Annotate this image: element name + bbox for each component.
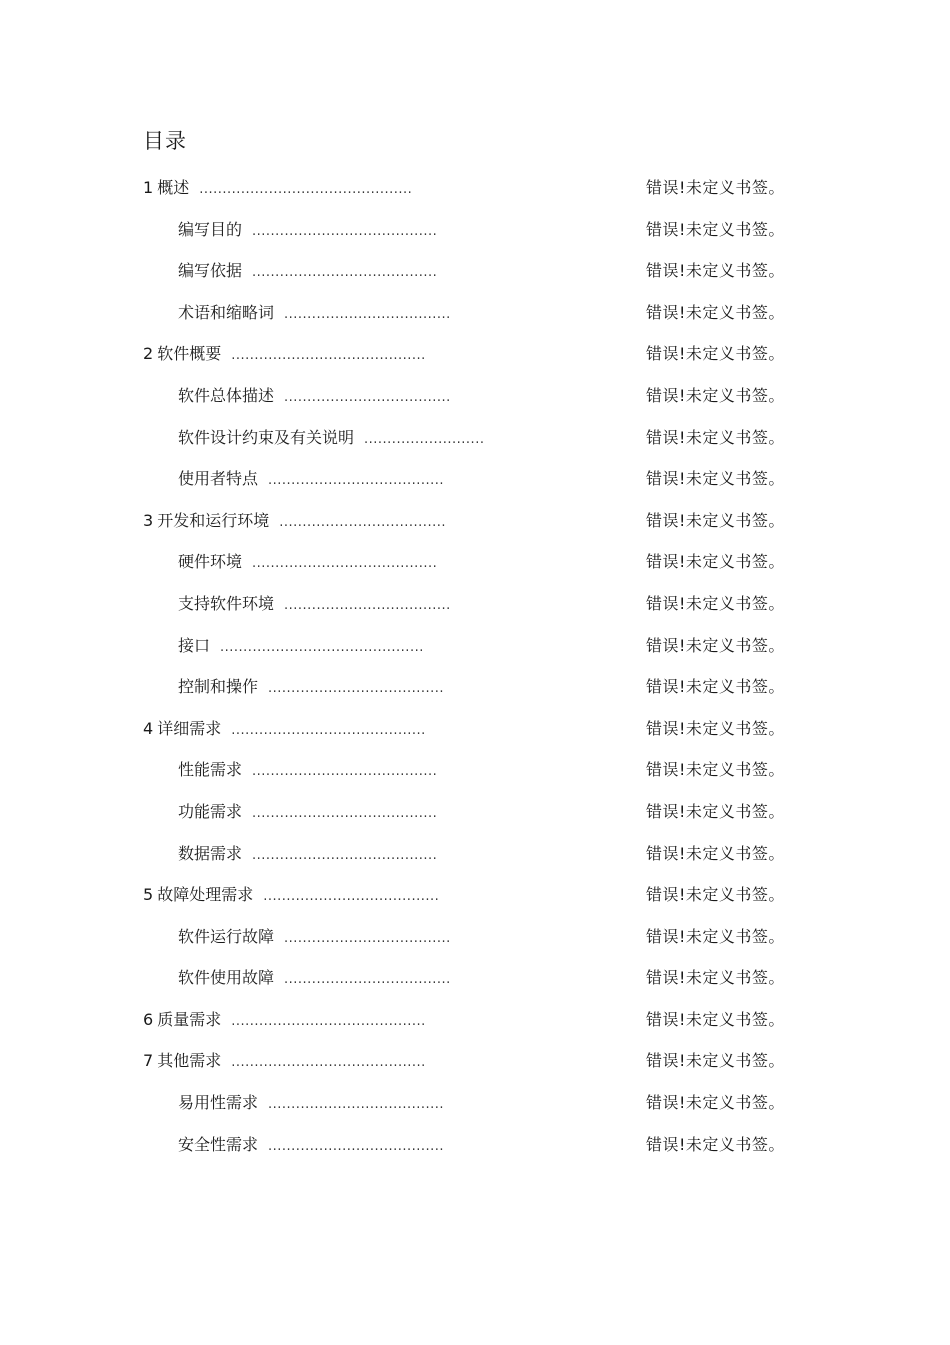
toc-entry-leader: ...................................... (263, 889, 440, 905)
toc-entry[interactable] (0, 834, 950, 876)
toc-entry-text: 软件总体描述 (178, 385, 275, 405)
toc-entry-leader: ............................................ (220, 639, 424, 655)
toc-entry-leader: .......................................... (231, 348, 426, 364)
toc-entry[interactable] (0, 542, 950, 584)
toc-entry[interactable] (0, 626, 950, 668)
toc-entry-leader: ........................................ (252, 556, 438, 572)
toc-entry[interactable] (0, 418, 950, 460)
toc-entry-leader: ........................................ (252, 805, 438, 821)
toc-entry-leader: ........................................ (252, 223, 438, 239)
toc-entry-text: 安全性需求 (178, 1134, 259, 1154)
toc-entry-text: 术语和缩略词 (178, 302, 275, 322)
toc-entry-text: 功能需求 (178, 801, 243, 821)
toc-entry-text: 软件概要 (157, 344, 222, 364)
toc-entry-page-ref: 错误!未定义书签。 (646, 510, 785, 530)
toc-entry-text: 支持软件环境 (178, 593, 275, 613)
toc-entry[interactable] (0, 750, 950, 792)
toc-entry[interactable] (0, 792, 950, 834)
toc-entry[interactable] (0, 293, 950, 335)
toc-entry-page-ref: 错误!未定义书签。 (646, 427, 785, 447)
toc-entry[interactable] (0, 1125, 950, 1167)
toc-entry-page-ref: 错误!未定义书签。 (646, 1009, 785, 1029)
toc-entry-text: 软件设计约束及有关说明 (178, 427, 355, 447)
toc-entry-page-ref: 错误!未定义书签。 (646, 469, 785, 489)
toc-entry-number: 1 (143, 178, 154, 197)
toc-entry-leader: .................................... (284, 930, 451, 946)
toc-entry-leader: ...................................... (268, 681, 445, 697)
toc-entry-page-ref: 错误!未定义书签。 (646, 926, 785, 946)
toc-entry-text: 控制和操作 (178, 677, 259, 697)
toc-entry-leader: ........................................ (252, 265, 438, 281)
toc-entry-text: 概述 (157, 178, 190, 197)
toc-entry-leader: ...................................... (268, 1097, 445, 1113)
toc-entry-number: 5 (143, 885, 154, 905)
toc-entry[interactable] (0, 917, 950, 959)
toc-entry-text: 数据需求 (178, 843, 243, 863)
toc-entry[interactable] (0, 1083, 950, 1125)
toc-entry-text: 软件运行故障 (178, 926, 275, 946)
toc-entry-leader: .......................... (364, 431, 485, 447)
toc-entry-page-ref: 错误!未定义书签。 (646, 1134, 785, 1154)
toc-entry-text: 其他需求 (157, 1051, 222, 1071)
toc-entry-text: 故障处理需求 (157, 885, 254, 905)
toc-entry-page-ref: 错误!未定义书签。 (646, 219, 785, 239)
toc-entry-text: 接口 (178, 635, 211, 655)
toc-entry-page-ref: 错误!未定义书签。 (646, 718, 785, 738)
toc-entry-page-ref: 错误!未定义书签。 (646, 760, 785, 780)
toc-list (0, 168, 950, 1166)
toc-entry-leader: ...................................... (268, 1138, 445, 1154)
toc-entry-page-ref: 错误!未定义书签。 (646, 385, 785, 405)
toc-entry-text: 开发和运行环境 (157, 510, 270, 530)
toc-entry[interactable] (0, 958, 950, 1000)
toc-entry-page-ref: 错误!未定义书签。 (646, 344, 785, 364)
toc-entry-leader: .................................... (279, 514, 446, 530)
toc-entry-page-ref: 错误!未定义书签。 (646, 178, 785, 197)
toc-entry[interactable] (0, 376, 950, 418)
toc-entry-leader: ...................................... (268, 473, 445, 489)
toc-entry-text: 硬件环境 (178, 552, 243, 572)
toc-entry-number: 2 (143, 344, 154, 364)
toc-entry[interactable] (0, 667, 950, 709)
toc-entry-leader: ........................................ (252, 847, 438, 863)
toc-entry-leader: .............................................. (199, 182, 413, 197)
toc-entry-page-ref: 错误!未定义书签。 (646, 1093, 785, 1113)
toc-entry[interactable] (0, 459, 950, 501)
toc-entry-text: 质量需求 (157, 1009, 222, 1029)
toc-entry-leader: .................................... (284, 597, 451, 613)
toc-entry-page-ref: 错误!未定义书签。 (646, 843, 785, 863)
toc-entry[interactable] (0, 584, 950, 626)
toc-entry-text: 性能需求 (178, 760, 243, 780)
toc-entry[interactable] (0, 168, 950, 210)
toc-entry-page-ref: 错误!未定义书签。 (646, 968, 785, 988)
toc-entry-text: 编写目的 (178, 219, 243, 239)
toc-entry[interactable] (0, 709, 950, 751)
toc-entry-number: 4 (143, 718, 154, 738)
toc-entry-text: 详细需求 (157, 718, 222, 738)
toc-entry-page-ref: 错误!未定义书签。 (646, 302, 785, 322)
toc-entry-leader: .......................................... (231, 1013, 426, 1029)
toc-entry-leader: .................................... (284, 972, 451, 988)
toc-entry-number: 7 (143, 1051, 154, 1071)
toc-entry-page-ref: 错误!未定义书签。 (646, 552, 785, 572)
toc-entry-number: 6 (143, 1009, 154, 1029)
toc-entry[interactable] (0, 334, 950, 376)
toc-entry[interactable] (0, 251, 950, 293)
toc-entry-text: 易用性需求 (178, 1093, 259, 1113)
toc-entry-text: 使用者特点 (178, 469, 259, 489)
toc-entry-leader: .................................... (284, 306, 451, 322)
toc-title: 目录 (143, 129, 187, 153)
toc-entry-leader: .......................................... (231, 1055, 426, 1071)
toc-entry-page-ref: 错误!未定义书签。 (646, 885, 785, 905)
toc-entry-text: 软件使用故障 (178, 968, 275, 988)
toc-entry-number: 3 (143, 510, 154, 530)
toc-entry-leader: ........................................ (252, 764, 438, 780)
toc-entry-page-ref: 错误!未定义书签。 (646, 1051, 785, 1071)
toc-entry-leader: .................................... (284, 389, 451, 405)
toc-entry-leader: .......................................... (231, 722, 426, 738)
toc-entry[interactable] (0, 1000, 950, 1042)
toc-entry-page-ref: 错误!未定义书签。 (646, 261, 785, 281)
toc-entry-page-ref: 错误!未定义书签。 (646, 801, 785, 821)
toc-entry-page-ref: 错误!未定义书签。 (646, 593, 785, 613)
toc-entry-page-ref: 错误!未定义书签。 (646, 677, 785, 697)
toc-entry-page-ref: 错误!未定义书签。 (646, 635, 785, 655)
toc-entry[interactable] (0, 875, 950, 917)
toc-entry[interactable] (0, 501, 950, 543)
toc-entry-text: 编写依据 (178, 261, 243, 281)
toc-entry[interactable] (0, 1041, 950, 1083)
toc-entry[interactable] (0, 210, 950, 252)
